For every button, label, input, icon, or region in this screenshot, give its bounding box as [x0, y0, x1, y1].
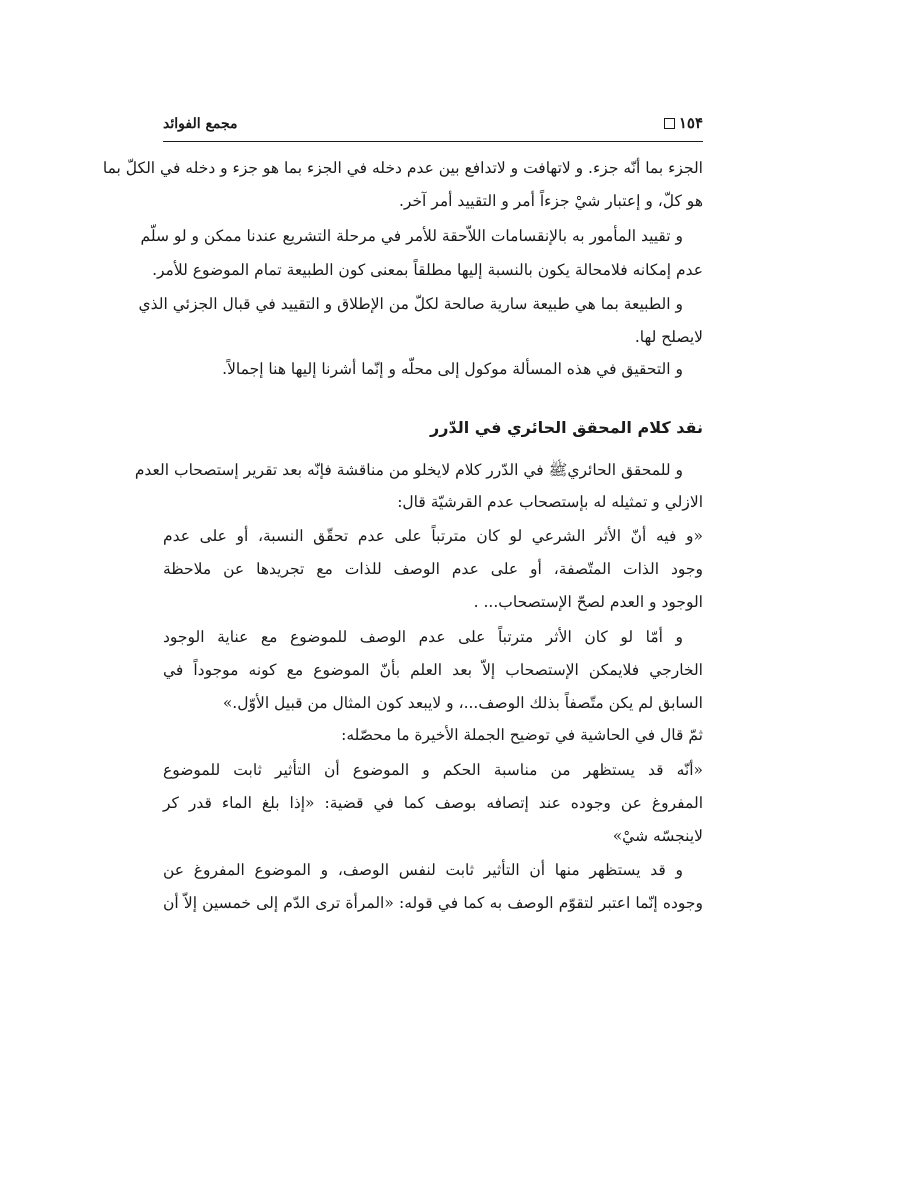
quote-line: السابق لم يكن متّصفاً بذلك الوصف...، و لايبعد كون المثال من قبيل الأوّل.»	[222, 694, 703, 712]
text-line: و قد يستظهر منها أن التأثير ثابت لنفس الوصف، و الموضوع المفروغ عن	[163, 861, 683, 879]
quote-line: «و فيه أنّ الأثر الشرعي لو كان مترتباً على عدم تحقّق النسبة، أو على عدم	[163, 527, 703, 545]
book-title: مجمع الفوائد	[163, 116, 238, 132]
text-line: عدم إمكانه فلامحالة يكون بالنسبة إليها مطلقاً بمعنى كون الطبيعة تمام الموضوع للأمر.	[152, 261, 703, 279]
page-number: ١٥۴	[678, 114, 703, 132]
text-line: و للمحقق الحائري‌ﷺ في الدّرر كلام لايخلو من مناقشة فإنّه بعد تقرير إستصحاب العدم	[134, 461, 683, 479]
header-rule	[163, 141, 703, 142]
text-line: هو كلّ، و إعتبار شيْ جزءاً أمر و التقييد أمر آخر.	[398, 192, 703, 210]
text-line: و الطبيعة بما هي طبيعة سارية صالحة لكلّ من الإطلاق و التقييد في قبال الجزئي الذي	[138, 295, 683, 313]
text-line: الازلي و تمثيله له بإستصحاب عدم القرشيّة قال:	[397, 493, 703, 511]
quote-line: وجود الذات المتّصفة، أو على عدم الوصف للذات مع تجريدها عن ملاحظة	[163, 560, 703, 578]
section-heading: نقد كلام المحقق الحائري في الدّرر	[430, 418, 703, 437]
quote-line: «أنّه قد يستظهر من مناسبة الحكم و الموضوع أن التأثير ثابت للموضوع	[163, 761, 703, 779]
text-line: لايصلح لها.	[634, 328, 703, 346]
running-header	[163, 112, 703, 140]
quote-line: الخارجي فلايمكن الإستصحاب إلاّ بعد العلم بأنّ الموضوع مع كونه موجوداً في	[163, 661, 703, 679]
quote-line: لاينجسّه شيْ»	[612, 827, 703, 845]
text-line: الجزء بما أنّه جزء. و لاتهافت و لاتدافع بين عدم دخله في الجزء بما هو جزء و دخله في الكلّ بما	[102, 159, 703, 177]
text-line: و التحقيق في هذه المسألة موكول إلى محلّه و إنّما أشرنا إليها هنا إجمالاً.	[222, 360, 683, 378]
quote-line: الوجود و العدم لصحّ الإستصحاب... .	[473, 593, 703, 611]
text-line: و تقييد المأمور به بالإنقسامات اللاّحقة للأمر في مرحلة التشريع عندنا ممكن و لو سلّم	[140, 227, 683, 245]
page-number-block	[664, 114, 703, 132]
quote-line: المفروغ عن وجوده عند إتصافه بوصف كما في قضية: «إذا بلغ الماء قدر كر	[163, 794, 703, 812]
text-line: ثمّ قال في الحاشية في توضيح الجملة الأخيرة ما محصّله:	[341, 726, 703, 744]
square-bullet-icon	[664, 118, 675, 129]
quote-line: و أمّا لو كان الأثر مترتباً على عدم الوصف للموضوع مع عناية الوجود	[163, 628, 683, 646]
text-line: وجوده إنّما اعتبر لتقوّم الوصف به كما في قوله: «المرأة ترى الدّم إلى خمسين إلاّ أن	[163, 894, 703, 912]
